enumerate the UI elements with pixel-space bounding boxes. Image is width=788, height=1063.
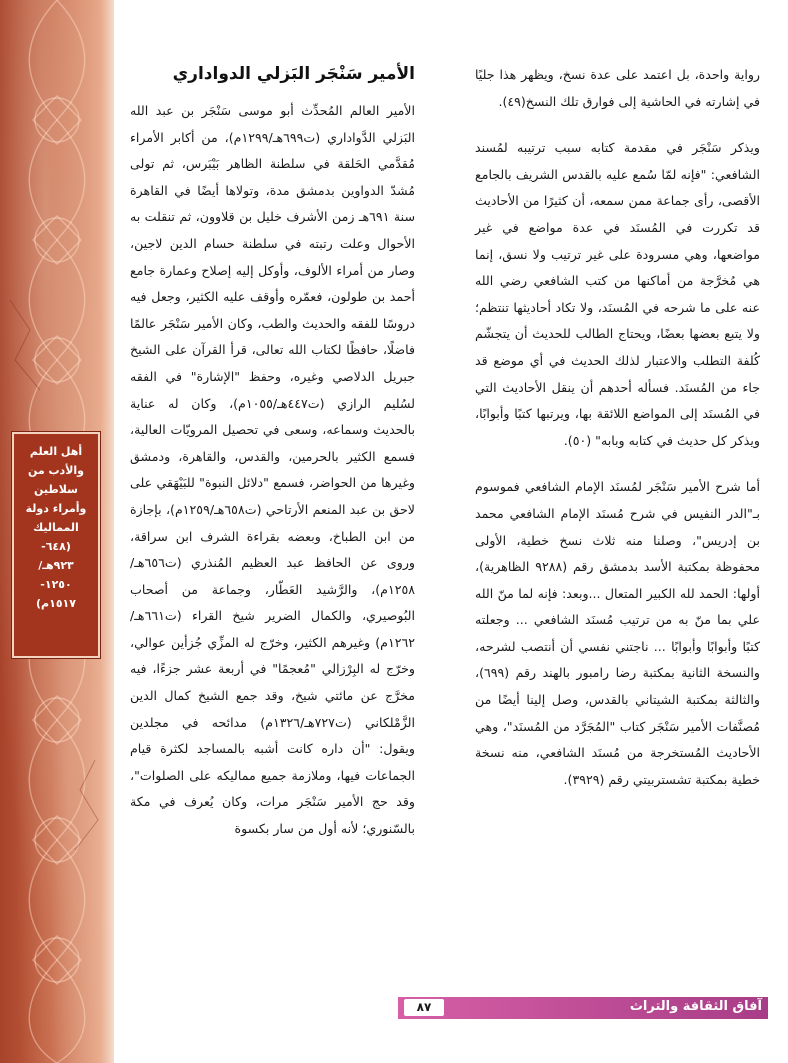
decorative-margin <box>0 0 114 1063</box>
left-column <box>130 98 415 843</box>
page-number: ٨٧ <box>404 999 444 1016</box>
sidebar-text: أهل العلم والأدب من سلاطين وأمراء دولة المماليك (٦٤٨- ٩٢٣هـ/ ١٢٥٠- ١٥١٧م) <box>25 445 87 610</box>
footer-journal-name: آفاق الثقافة والتراث <box>629 999 762 1014</box>
sidebar-box <box>12 432 100 658</box>
right-column <box>475 62 760 793</box>
right-paragraph-1: رواية واحدة، بل اعتمد على عدة نسخ، ويظهر هذا جليًا في إشارته في الحاشية إلى فوارق تلك النسخ(٤٩). <box>475 67 760 109</box>
left-paragraph-1: الأمير العالم المُحدِّث أبو موسى سَنْجَر بن عبد الله البَزلي الدَّواداري (ت٦٩٩هـ/١٢٩٩م)، من أكابر الأمراء مُقدَّمي الحَلقة في سلطنة الظاهر بَيْبَرس، ثم تولى مُشدّ الدواوين بدمشق مدة، وتولاها أيضًا في القاهرة سنة ٦٩١هـ زمن الأشرف خليل بن قلاوون، ثم تنقلت به الأحوال وعلت رتبته في سلطنة حسام الدين لاجين، وصار من أمراء الألوف، وأوكل إليه إصلاح وعمارة جامع أحمد بن طولون، فعمّره وأوقف عليه الكثير، وجعل فيه دروسًا للفقه والحديث والطب، وكان الأمير سَنْجَر عالمًا فاضلًا، حافظًا لكتاب الله تعالى، قرأ القرآن على الشيخ جبريل الدلاصي وغيره، وحفظ "الإشارة" في الفقه لسُليم الرازي (ت٤٤٧هـ/١٠٥٥م)، وكان له عناية بالحديث وسماعه، وسعى في تحصيل المرويّات العالية، فسمع الكثير بالحرمين، والقدس، والقاهرة، ودمشق وغيرها من الحواضر، فسمع "دلائل النبوة" للبَيْهَقي على لاحق بن عبد المنعم الأرتاحي (ت٦٥٨هـ/١٢٥٩م)، بإجازة من ابن الطباخ، وبعضه بقراءة الشرف ابن سراقة، وروى عن الحافظ عبد العظيم المُنذري (ت٦٥٦هـ/١٢٥٨م)، والرَّشيد العَطّار، وجماعة من أصحاب البُوصيري، والكمال الضرير شيخ القراء (ت٦٦١هـ/١٢٦٢م) وغيرهم الكثير، وخرّج له المزِّي جُزأين عوالي، وخرّج له البِرْزالي "مُعجمًا" في أربعة عشر جزءًا، فيه مخرَّج عن مائتي شيخ، وقد جمع الشيخ كمال الدين الزَّمْلكاني (ت٧٢٧هـ/١٣٢٦م) مدائحه في مجلدين ويقول: "أن داره كانت أشبه بالمساجد لكثرة قيام الجماعات فيها، وملازمة جميع مماليكه على الصلوات"، وقد حج الأمير سَنْجَر مرات، وكان يُعرف في مكة بالسّنوري؛ لأنه أول من سار بكسوة <box>130 103 416 837</box>
footer-bar <box>398 997 768 1019</box>
right-paragraph-3: أما شرح الأمير سَنْجَر لمُسنَد الإمام الشافعي فموسوم بـ"الدر النفيس في شرح مُسنَد الإمام الشافعي محمد بن إدريس"، وصلنا منه ثلاث نسخ خطية، الأولى محفوظة بمكتبة الأسد بدمشق رقم (٩٢٨٨ الظاهرية)، أولها: الحمد لله الكبير المتعال ...وبعد: فإنه لما منّ الله علي بما منّ به من ترتيب مُسنَد الشافعي ... وجعلته كتبًا وأبوابًا وأبوابًا ... ناجتني نفسي أن أنتصب لشرحه، والنسخة الثانية بمكتبة رضا رامبور بالهند رقم (٦٩٩)، والثالثة بمكتبة الشيتاني بالقدس، وصل إلينا أيضًا من مُصنَّفات الأمير سَنْجَر كتاب "المُجَرَّد من المُسنَد"، وهي الأحاديث المُستخرجة من مُسنَد الشافعي، منه نسخة خطية بمكتبة تشستربيتي رقم (٣٩٢٩). <box>475 479 760 787</box>
right-paragraph-2: ويذكر سَنْجَر في مقدمة كتابه سبب ترتيبه لمُسند الشافعي: "فإنه لمّا سُمع عليه بالقدس الشريف بالجامع الأقصى، رأى جماعة ممن سمعه، أن كثيرًا من الأحاديث قد تكررت في المُسنَد في عدة مواضع في غير مواضعها، وهي مسرودة على غير ترتيب ولا نسق، إنما هي مُخرَّجة من أماكنها من كتب الشافعي رضي الله عنه على ما شرحه في المُسنَد، ولا تكاد أحاديثها تنتظم؛ ولا يتبع بعضها بعضًا، ويحتاج الطالب للحديث أن يتجشّم كُلفة التطلب والاعتبار لذلك الحديث في أي موضع قد جاء من المُسنَد. فسأله أحدهم أن ينقل الأحاديث التي في المُسنَد إلى المواضع اللائقة بها، ويرتبها كتبًا وأبوابًا، ويذكر كل حديث في كتابه وبابه" (٥٠). <box>475 140 760 448</box>
article-title: الأمير سَنْجَر البَزلي الدواداري <box>172 64 415 84</box>
